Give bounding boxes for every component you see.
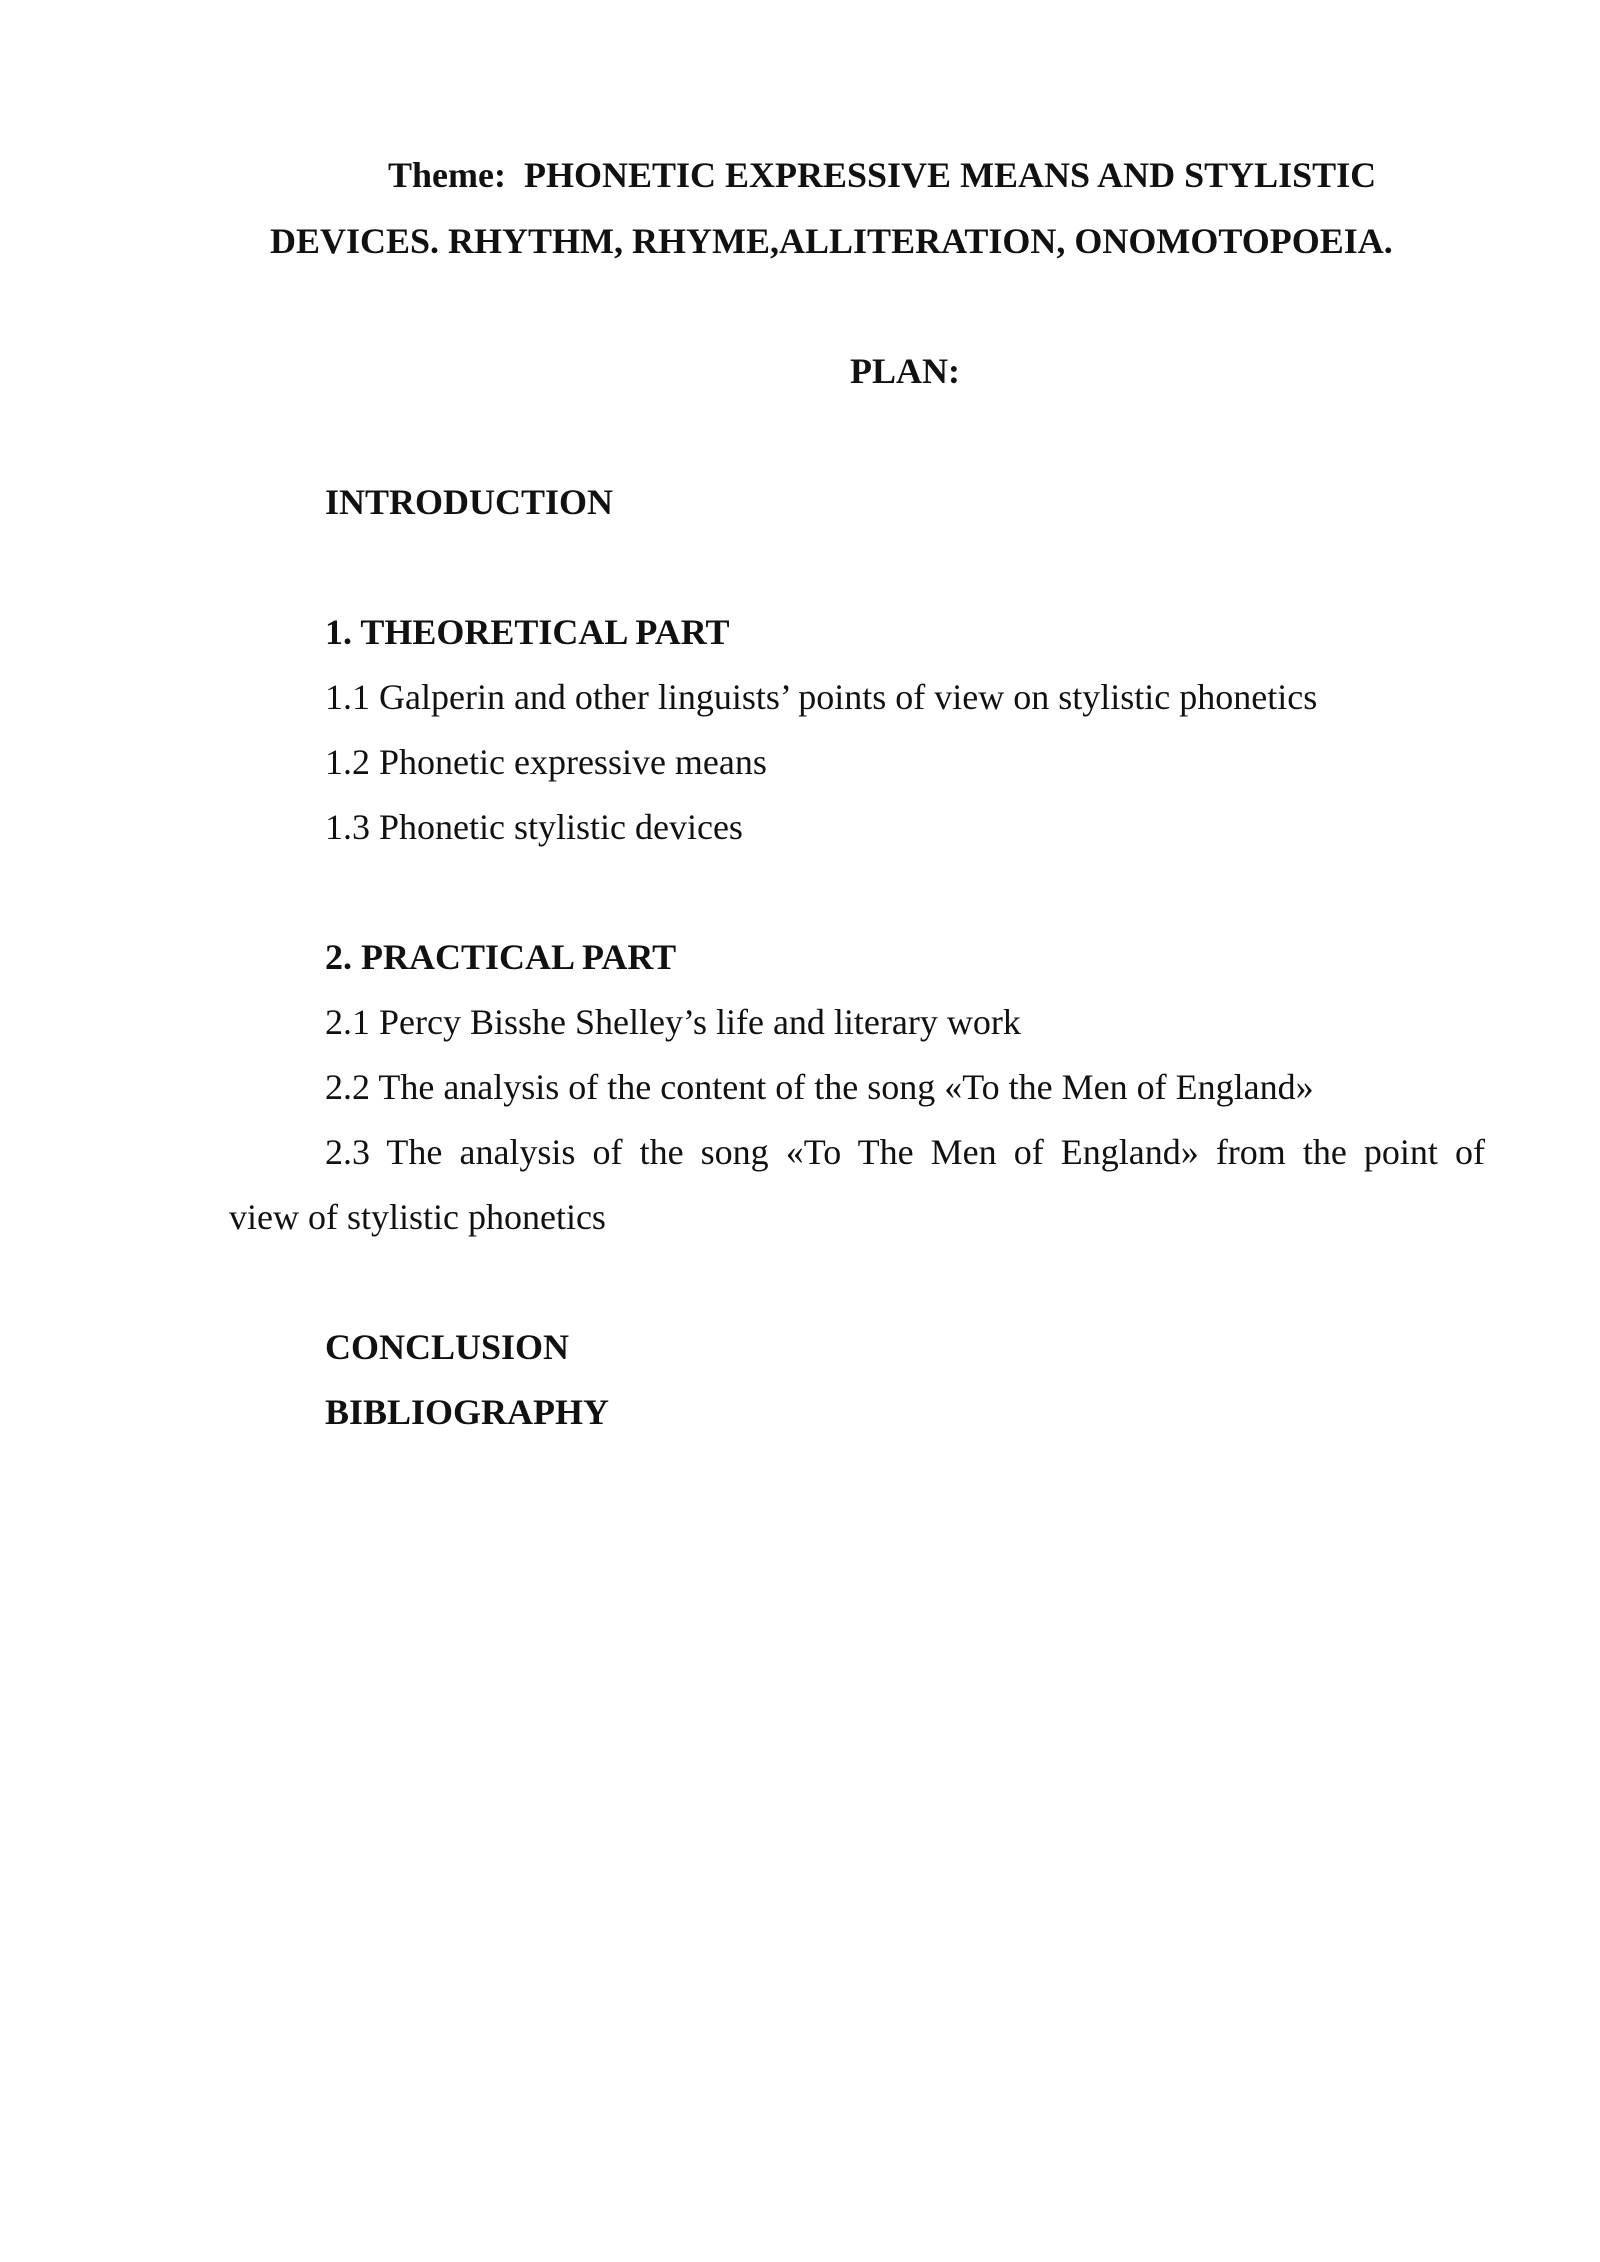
toc-item-2-3: 2.3 The analysis of the song «To The Men of England» from the point of <box>325 1132 1485 1172</box>
theme-label: Theme: <box>388 155 506 195</box>
theme-title-part-1: PHONETIC EXPRESSIVE MEANS AND STYLISTIC <box>523 155 1377 195</box>
practical-part-heading: 2. PRACTICAL PART <box>325 937 677 977</box>
introduction-heading: INTRODUCTION <box>325 482 614 522</box>
toc-item-1-3: 1.3 Phonetic stylistic devices <box>325 807 743 847</box>
theme-line-1 <box>388 153 1376 197</box>
plan-heading: PLAN: <box>850 351 960 391</box>
toc-item-2-3-continuation: view of stylistic phonetics <box>229 1197 606 1237</box>
toc-item-2-2: 2.2 The analysis of the content of the song «To the Men of England» <box>325 1067 1314 1107</box>
theoretical-part-heading: 1. THEORETICAL PART <box>325 612 730 652</box>
conclusion-heading: CONCLUSION <box>325 1327 570 1367</box>
bibliography-heading: BIBLIOGRAPHY <box>325 1392 610 1432</box>
toc-item-1-1: 1.1 Galperin and other linguists’ points of view on stylistic phonetics <box>325 677 1318 717</box>
theme-line-2: DEVICES. RHYTHM, RHYME,ALLITERATION, ONOMOTOPOEIA. <box>270 221 1393 261</box>
toc-item-1-2: 1.2 Phonetic expressive means <box>325 742 767 782</box>
toc-item-2-1: 2.1 Percy Bisshe Shelley’s life and literary work <box>325 1002 1021 1042</box>
